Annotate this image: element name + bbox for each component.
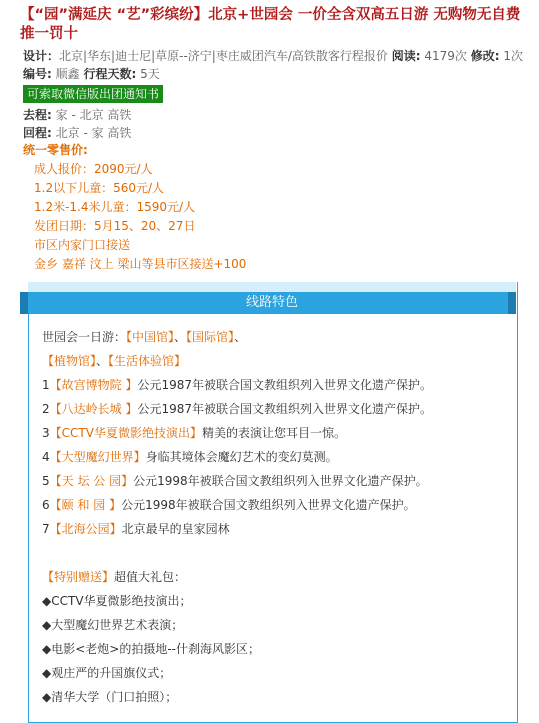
intro-line-1: [42, 325, 512, 349]
gift-item: ◆电影<老炮>的拍摄地--什刹海风影区；: [42, 642, 260, 656]
features-title: 线路特色: [245, 295, 298, 310]
intro-line-2: [42, 349, 512, 373]
feature-item: [42, 493, 512, 517]
intro-text: 世园会一日游：: [42, 330, 127, 344]
gift-item: ◆清华大学（门口拍照）；: [42, 690, 178, 704]
feature-desc: 北京最早的皇家园林: [121, 522, 230, 536]
read-label: 阅读:: [391, 49, 421, 63]
feature-desc: 精美的表演让您耳目一惊。: [201, 426, 346, 440]
price-item: 1.2米-1.4米儿童：1590元/人: [34, 200, 196, 214]
intro-separator: 、: [234, 330, 247, 344]
feature-item: [42, 397, 512, 421]
go-label: 去程:: [23, 108, 52, 122]
feature-name: 【CCTV华夏微影绝技演出】: [49, 426, 202, 440]
go-value: 家 - 北京 高铁: [55, 108, 132, 122]
intro-pavilion-plant: 【植物馆】: [42, 354, 97, 368]
price-list: [34, 160, 246, 274]
feature-num: 3: [42, 426, 50, 440]
price-item: 1.2以下儿童：560元/人: [34, 181, 165, 195]
price-item: 金乡 嘉祥 汶上 梁山等县市区接送+100: [34, 257, 247, 271]
header-tab-left: [20, 292, 28, 314]
gift-item: ◆CCTV华夏微影绝技演出；: [42, 594, 192, 608]
intro-separator: 、: [96, 354, 109, 368]
feature-name: 【天 坛 公 园】: [49, 474, 134, 488]
feature-item: [42, 373, 512, 397]
features-content: [42, 325, 512, 709]
page-title: 【“园”满延庆 “艺”彩缤纷】北京+世园会 一价全含双高五日游 无购物无自费推一罚十: [20, 7, 521, 42]
feature-item: [42, 445, 512, 469]
feature-name: 【大型魔幻世界】: [49, 450, 146, 464]
back-label: 回程:: [23, 126, 52, 140]
feature-name: 【故宫博物院 】: [49, 378, 138, 392]
feature-num: 2: [42, 402, 50, 416]
feature-num: 4: [42, 450, 50, 464]
intro-pavilion-intl: 【国际馆】: [186, 330, 235, 344]
gift-heading: [42, 565, 512, 589]
feature-num: 6: [42, 498, 50, 512]
design-label: 设计：: [23, 49, 60, 63]
price-item: 成人报价：2090元/人: [34, 162, 153, 176]
intro-pavilion-china: 【中国馆】: [126, 330, 175, 344]
spacer: [42, 541, 512, 565]
code-label: 编号:: [23, 67, 52, 81]
days-value: 5天: [140, 67, 160, 81]
gift-label: 【特别赠送】: [42, 570, 115, 584]
price-item: 发团日期：5月15、20、27日: [34, 219, 196, 233]
intro-separator: 、: [174, 330, 187, 344]
feature-desc: 公元1987年被联合国文教组织列入世界文化遗产保护。: [137, 402, 433, 416]
feature-num: 7: [42, 522, 50, 536]
feature-desc: 公元1987年被联合国文教组织列入世界文化遗产保护。: [137, 378, 433, 392]
intro-pavilion-life: 【生活体验馆】: [108, 354, 187, 368]
modify-label: 修改:: [470, 49, 500, 63]
gift-item: ◆大型魔幻世界艺术表演；: [42, 618, 184, 632]
design-value: 北京|华东|迪士尼|草原--济宁|枣庄威团汽车/高铁散客行程报价: [59, 49, 388, 63]
meta-row-code: [23, 66, 160, 82]
feature-name: 【北海公园】: [49, 522, 122, 536]
feature-desc: 公元1998年被联合国文教组织列入世界文化遗产保护。: [133, 474, 428, 488]
feature-item: [42, 469, 512, 493]
feature-name: 【八达岭长城 】: [49, 402, 138, 416]
read-count: 4179次: [424, 49, 467, 63]
route-back: [23, 125, 131, 141]
back-value: 北京 - 家 高铁: [55, 126, 132, 140]
feature-num: 5: [42, 474, 50, 488]
feature-num: 1: [42, 378, 50, 392]
wechat-notice-button[interactable]: 可索取微信版出团通知书: [23, 85, 163, 103]
gift-item: ◆观庄严的升国旗仪式；: [42, 666, 172, 680]
price-item: 市区内家门口接送: [34, 238, 131, 252]
modify-count: 1次: [503, 49, 523, 63]
route-go: [23, 107, 131, 123]
meta-row-design: [23, 48, 523, 64]
features-header-strip: [28, 282, 516, 292]
gift-text: 超值大礼包：: [114, 570, 187, 584]
feature-desc: 身临其境体会魔幻艺术的变幻莫测。: [145, 450, 338, 464]
days-label: 行程天数:: [83, 67, 137, 81]
price-heading: 统一零售价:: [23, 143, 88, 157]
feature-name: 【颐 和 园 】: [49, 498, 122, 512]
code-value: 顺鑫: [55, 67, 80, 81]
feature-desc: 公元1998年被联合国文教组织列入世界文化遗产保护。: [121, 498, 416, 512]
feature-item: [42, 421, 512, 445]
feature-item: [42, 517, 512, 541]
stats: [392, 48, 523, 64]
